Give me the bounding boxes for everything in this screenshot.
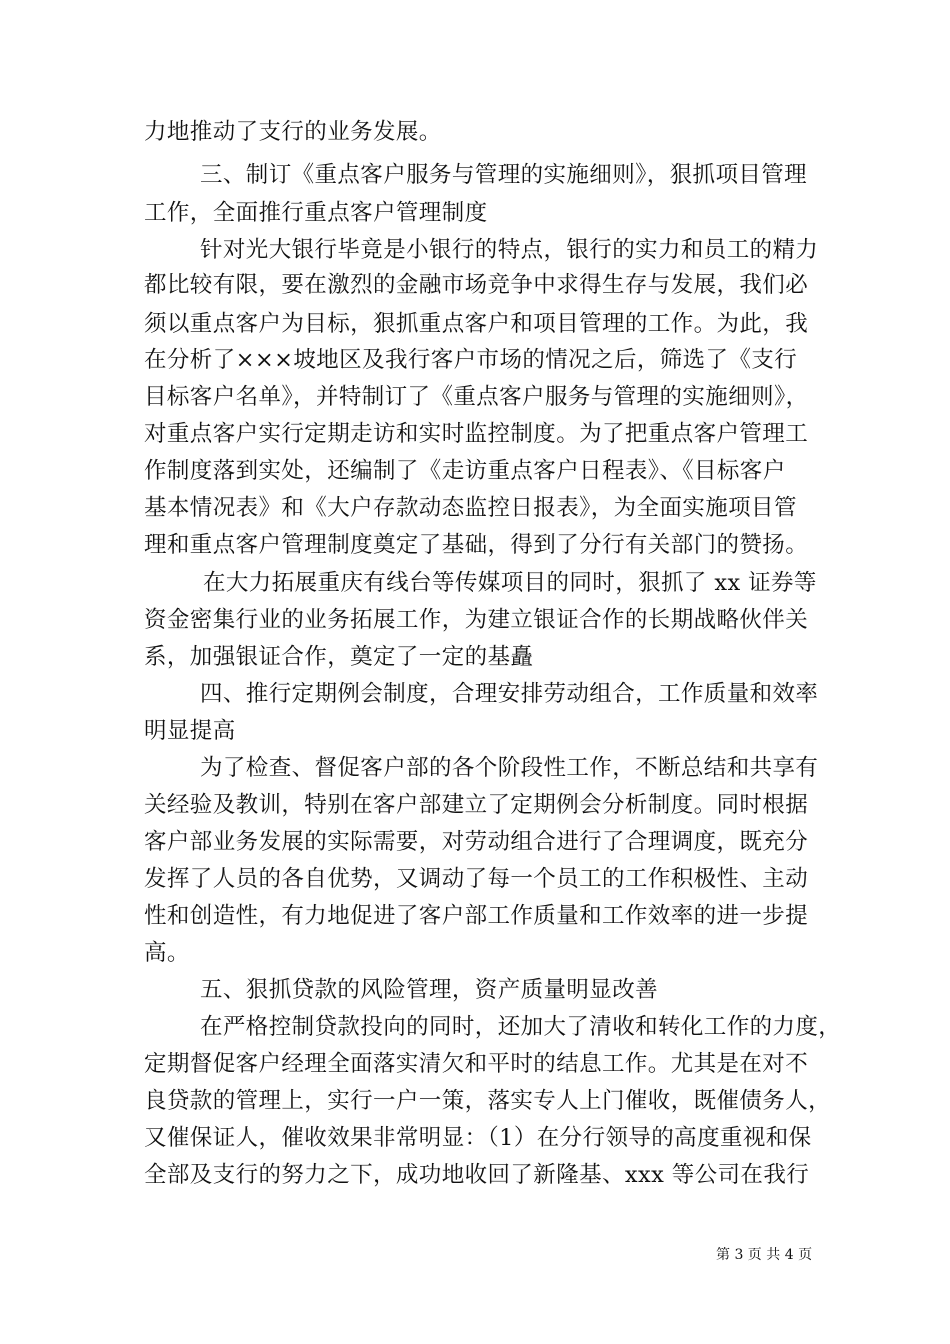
section-heading: 三、制订《重点客户服务与管理的实施细则》，狠抓项目管理 <box>200 162 808 188</box>
section-heading: 工作，全面推行重点客户管理制度 <box>144 200 488 226</box>
text-line: 资金密集行业的业务拓展工作，为建立银证合作的长期战略伙伴关 <box>144 607 809 633</box>
text-line: 为了检查、督促客户部的各个阶段性工作，不断总结和共享有 <box>200 755 819 781</box>
text-line: 性和创造性，有力地促进了客户部工作质量和工作效率的进一步提 <box>144 903 809 929</box>
text-line: 目标客户名单》，并特制订了《重点客户服务与管理的实施细则》， <box>144 384 809 410</box>
text-line: 在分析了×××坡地区及我行客户市场的情况之后，筛选了《支行 <box>144 347 798 373</box>
text-line: 作制度落到实处，还编制了《走访重点客户日程表》、《目标客户 <box>144 458 786 484</box>
text-line: 在严格控制贷款投向的同时，还加大了清收和转化工作的力度， <box>200 1014 842 1040</box>
text-line: 力地推动了支行的业务发展。 <box>144 119 442 145</box>
text-line: 在大力拓展重庆有线台等传媒项目的同时，狠抓了 xx 证券等 <box>203 570 817 596</box>
section-heading: 明显提高 <box>144 718 236 744</box>
text-line: 高。 <box>144 940 190 966</box>
text-line: 客户部业务发展的实际需要，对劳动组合进行了合理调度，既充分 <box>144 829 809 855</box>
text-line: 须以重点客户为目标，狠抓重点客户和项目管理的工作。为此，我 <box>144 311 809 337</box>
text-line: 良贷款的管理上，实行一户一策，落实专人上门催收，既催债务人， <box>144 1088 832 1114</box>
text-line: 基本情况表》和《大户存款动态监控日报表》，为全面实施项目管 <box>144 495 797 521</box>
page-number: 第 3 页 共 4 页 <box>716 1247 813 1263</box>
text-line: 发挥了人员的各自优势，又调动了每一个员工的工作积极性、主动 <box>144 866 809 892</box>
text-line: 又催保证人，催收效果非常明显：（1）在分行领导的高度重视和保 <box>144 1125 812 1151</box>
text-line: 定期督促客户经理全面落实清欠和平时的结息工作。尤其是在对不 <box>144 1051 809 1077</box>
section-heading: 五、狠抓贷款的风险管理，资产质量明显改善 <box>200 977 659 1003</box>
text-line: 全部及支行的努力之下，成功地收回了新隆基、xxx 等公司在我行 <box>144 1162 810 1188</box>
text-line: 对重点客户实行定期走访和实时监控制度。为了把重点客户管理工 <box>144 421 809 447</box>
text-line: 都比较有限，要在激烈的金融市场竞争中求得生存与发展，我们必 <box>144 272 809 298</box>
text-line: 针对光大银行毕竟是小银行的特点，银行的实力和员工的精力 <box>200 237 819 263</box>
text-line: 理和重点客户管理制度奠定了基础，得到了分行有关部门的赞扬。 <box>144 532 809 558</box>
text-line: 系，加强银证合作，奠定了一定的基矗 <box>144 644 534 670</box>
section-heading: 四、推行定期例会制度，合理安排劳动组合，工作质量和效率 <box>200 681 819 707</box>
text-line: 关经验及教训，特别在客户部建立了定期例会分析制度。同时根据 <box>144 792 809 818</box>
